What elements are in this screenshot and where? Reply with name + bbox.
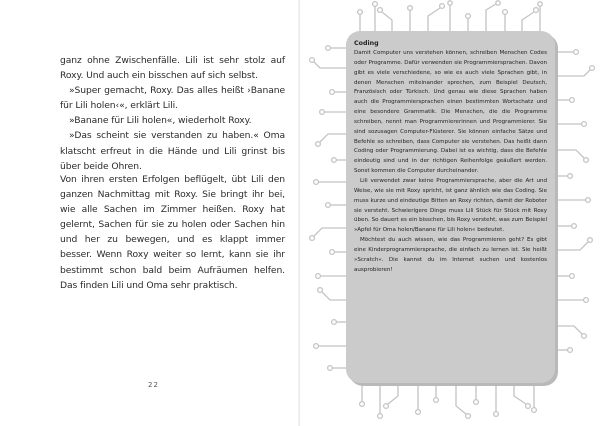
text-block-2 (60, 172, 285, 293)
paragraph: »Super gemacht, Roxy. Das alles heißt ›Banane für Lili holen‹«, erklärt Lili. (60, 85, 285, 112)
paragraph: ganz ohne Zwischenfälle. Lili ist sehr stolz auf Roxy. Und auch ein bisschen auf sich selbst. (60, 55, 285, 82)
info-paragraph: Möchtest du auch wissen, wie das Programmieren geht? Es gibt eine Kinderprogrammiersprache, die einfach zu lernen ist. Sie heißt »Scratch«. Die kannst du im Internet suchen und kostenlos ausprobieren! (354, 237, 547, 273)
paragraph: »Banane für Lili holen«, wiederholt Roxy. (69, 115, 252, 127)
text-block-1 (60, 53, 285, 174)
paragraph: »Das scheint sie verstanden zu haben.« Oma klatscht erfreut in die Hände und Lili grinst bis über beide Ohren. (60, 130, 285, 172)
info-box-title: Coding (354, 40, 379, 47)
info-box-content (354, 39, 547, 275)
info-paragraph: Damit Computer uns verstehen können, schreiben Menschen Codes oder Programme. Dafür verwenden sie Programmiersprachen. Davon gibt es viele verschiedene, so wie es auch viele Sprachen gibt, in denen Menschen miteinander sprechen, zum Beispiel Deutsch, Französisch oder Türkisch. Und genau wie diese Sprachen haben auch die Programmiersprachen einen bestimmten Wortschatz und eine besondere Grammatik. Die Menschen, die die Programme schreiben, nennt man Programmiererinnen und Programmierer. Sie sind sozusagen Computer-Flüsterer. Sie können einfache Sätze und Befehle so schreiben, dass Computer sie verstehen. Das heißt dann Coding oder Programmierung. Dabei ist es wichtig, dass die Befehle eindeutig sind und in der richtigen Reihenfolge geäußert werden. Sonst kommen die Computer durcheinander. (354, 50, 547, 175)
paragraph: Von ihren ersten Erfolgen beflügelt, übt Lili den ganzen Nachmittag mit Roxy. Sie bringt ihr bei, wie alle Sachen im Zimmer heißen. Roxy hat gelernt, Sachen für sie zu holen oder Sachen hin und her zu bewegen, und es klappt immer besser. Wenn Roxy weiter so lernt, kann sie ihr bestimmt schon bald beim Aufräumen helfen. Das finden Lili und Oma sehr praktisch. (60, 174, 285, 291)
info-paragraph: Lili verwendet zwar keine Programmiersprache, aber die Art und Weise, wie sie mit Roxy spricht, ist ganz ähnlich wie das Coding. Sie muss kurze und eindeutige Bitten an Roxy richten, damit der Roboter sie versteht. Schwierigere Dinge muss Lili Stück für Stück mit Roxy üben. So dauert es ein bisschen, bis Roxy versteht, was zum Beispiel »Apfel für Oma holen/Banane für Lili holen« bedeutet. (354, 177, 547, 234)
page-number: 22 (148, 381, 159, 389)
